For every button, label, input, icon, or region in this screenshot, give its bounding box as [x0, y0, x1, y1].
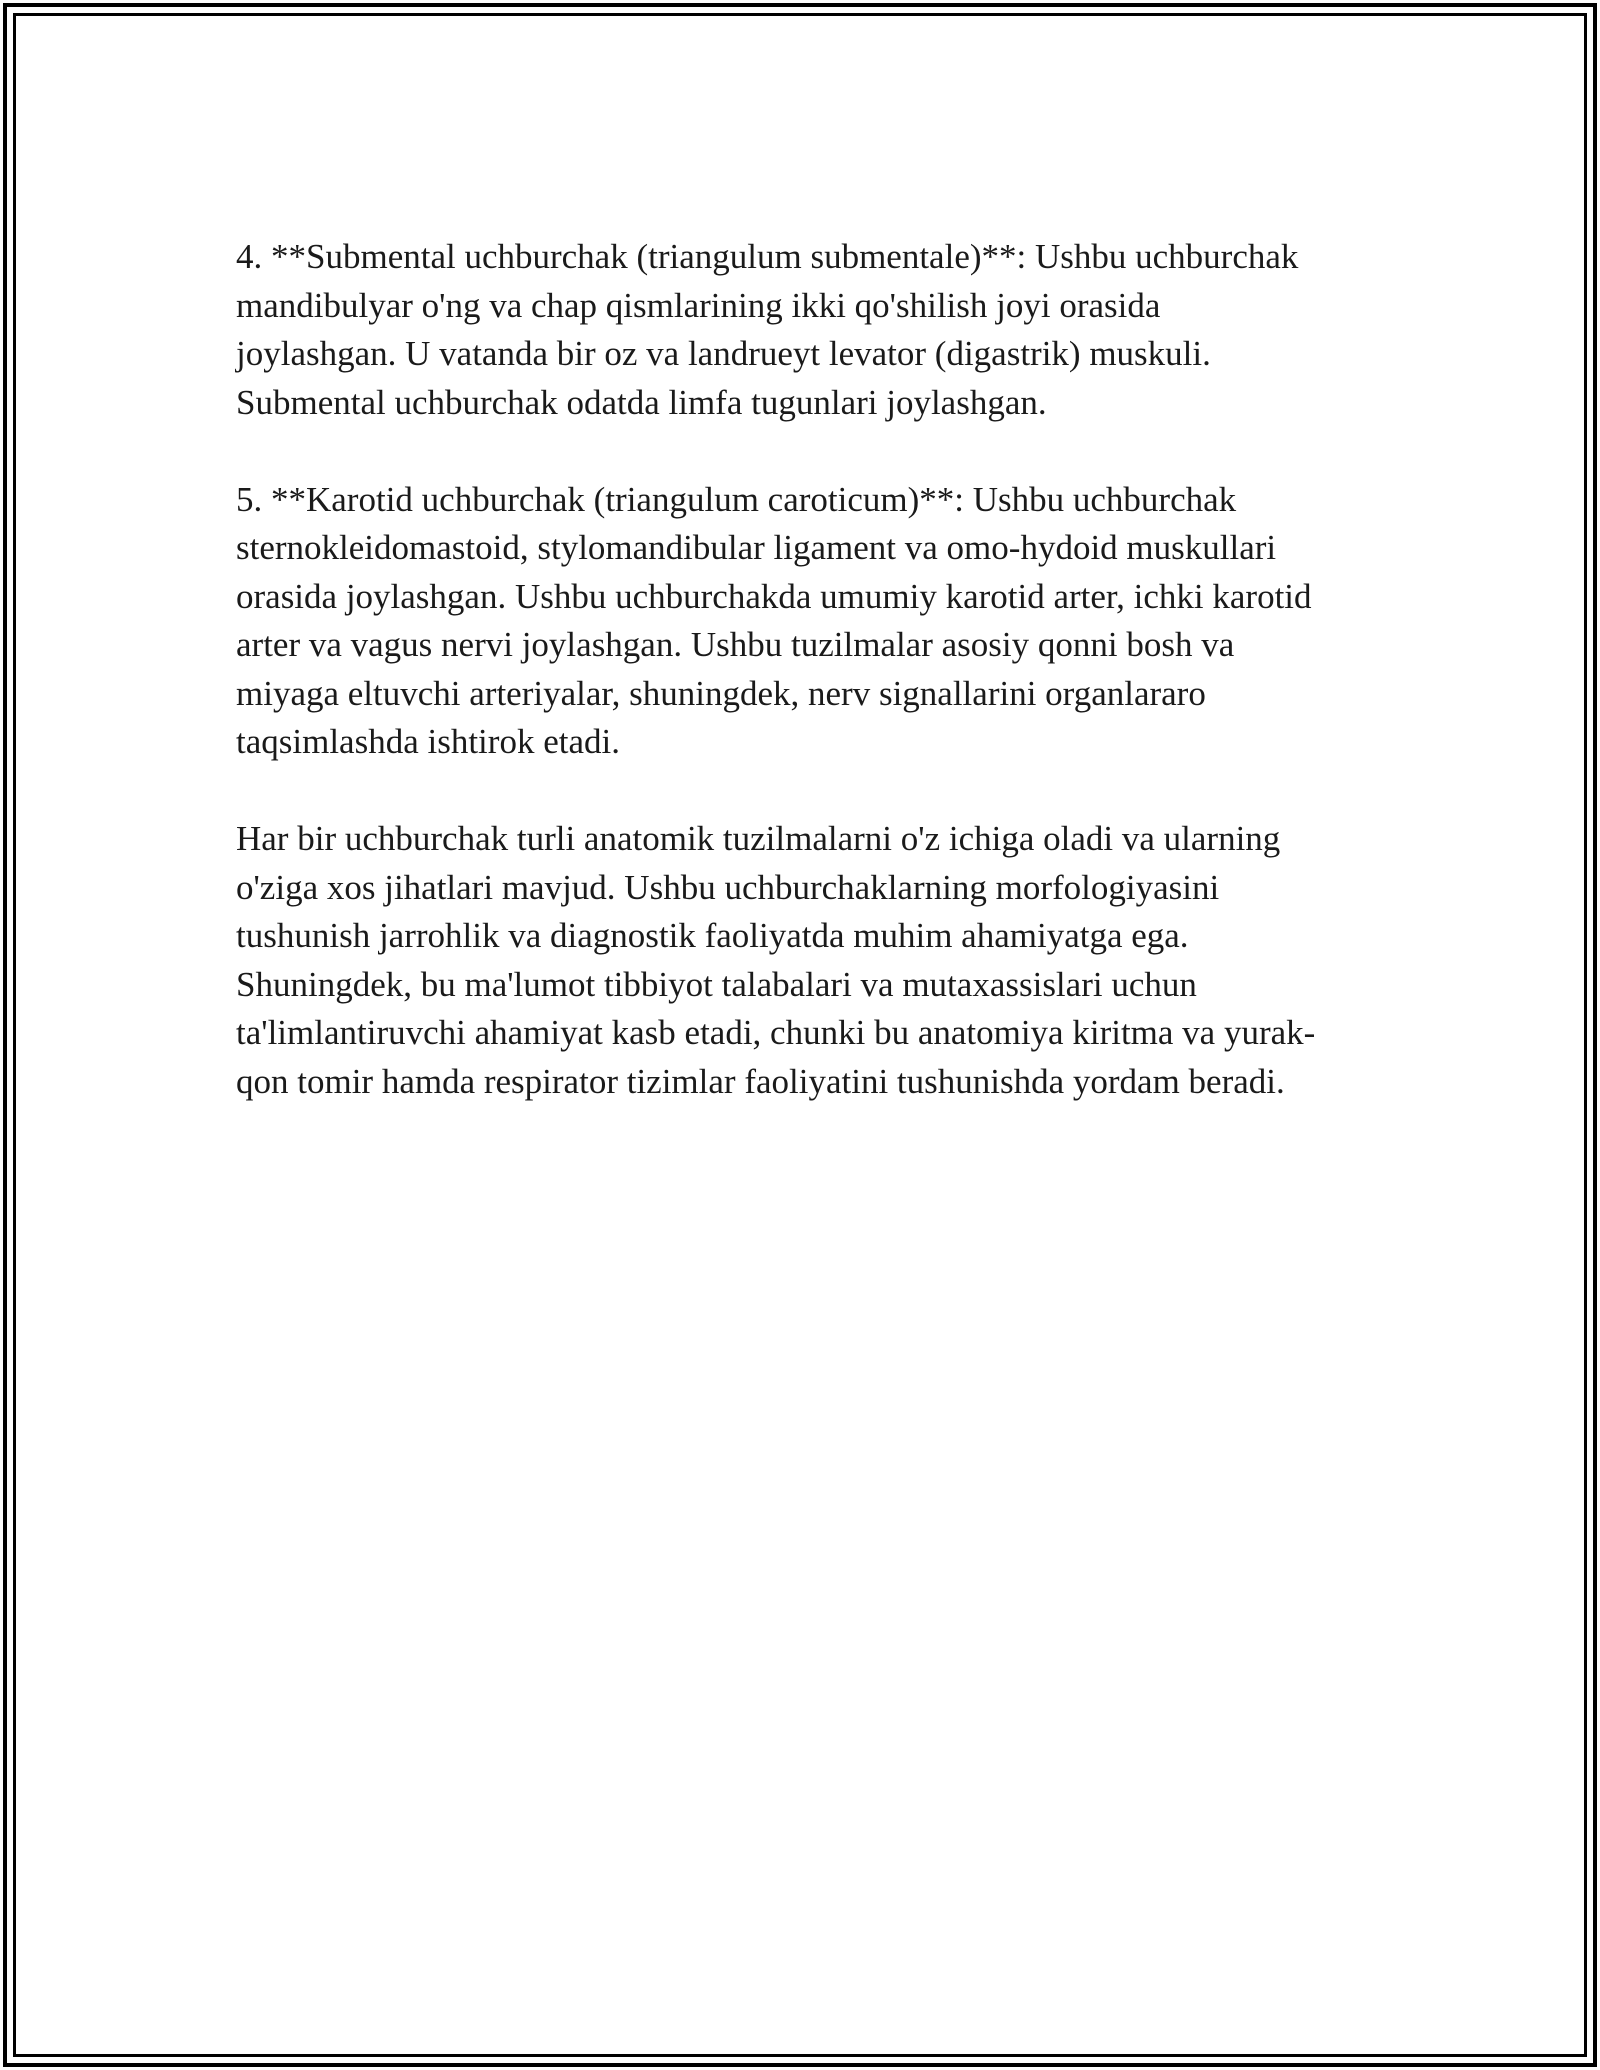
text-line: joylashgan. U vatanda bir oz va landrueyt levator (digastrik) muskuli.: [236, 334, 1211, 373]
text-line: Shuningdek, bu ma'lumot tibbiyot talabalari va mutaxassislari uchun: [236, 964, 1197, 1004]
text-line: orasida joylashgan. Ushbu uchburchakda umumiy karotid arter, ichki karotid: [236, 576, 1312, 616]
paragraph-submental-triangle: [236, 233, 1386, 427]
text-line: Submental uchburchak odatda limfa tugunlari joylashgan.: [236, 382, 1047, 422]
text-line: tushunish jarrohlik va diagnostik faoliyatda muhim ahamiyatga ega.: [236, 916, 1189, 955]
paragraph-conclusion: [236, 815, 1386, 1106]
text-line: taqsimlashda ishtirok etadi.: [236, 722, 620, 761]
text-line: arter va vagus nervi joylashgan. Ushbu tuzilmalar asosiy qonni bosh va: [236, 625, 1235, 664]
text-line: qon tomir hamda respirator tizimlar faoliyatini tushunishda yordam beradi.: [236, 1061, 1285, 1101]
text-line: o'ziga xos jihatlari mavjud. Ushbu uchburchaklarning morfologiyasini: [236, 867, 1220, 907]
text-line: sternokleidomastoid, stylomandibular ligament va omo-hydoid muskullari: [236, 528, 1277, 567]
text-line: Har bir uchburchak turli anatomik tuzilmalarni o'z ichiga oladi va ularning: [236, 819, 1281, 858]
document-body: [236, 233, 1386, 1106]
text-line: ta'limlantiruvchi ahamiyat kasb etadi, chunki bu anatomiya kiritma va yurak-: [236, 1013, 1316, 1052]
text-line: miyaga eltuvchi arteriyalar, shuningdek, nerv signallarini organlararo: [236, 673, 1206, 713]
text-line: 5. **Karotid uchburchak (triangulum caroticum)**: Ushbu uchburchak: [236, 479, 1237, 519]
text-line: 4. **Submental uchburchak (triangulum submentale)**: Ushbu uchburchak: [236, 237, 1299, 276]
text-line: mandibulyar o'ng va chap qismlarining ikki qo'shilish joyi orasida: [236, 285, 1161, 325]
paragraph-carotid-triangle: [236, 476, 1386, 767]
